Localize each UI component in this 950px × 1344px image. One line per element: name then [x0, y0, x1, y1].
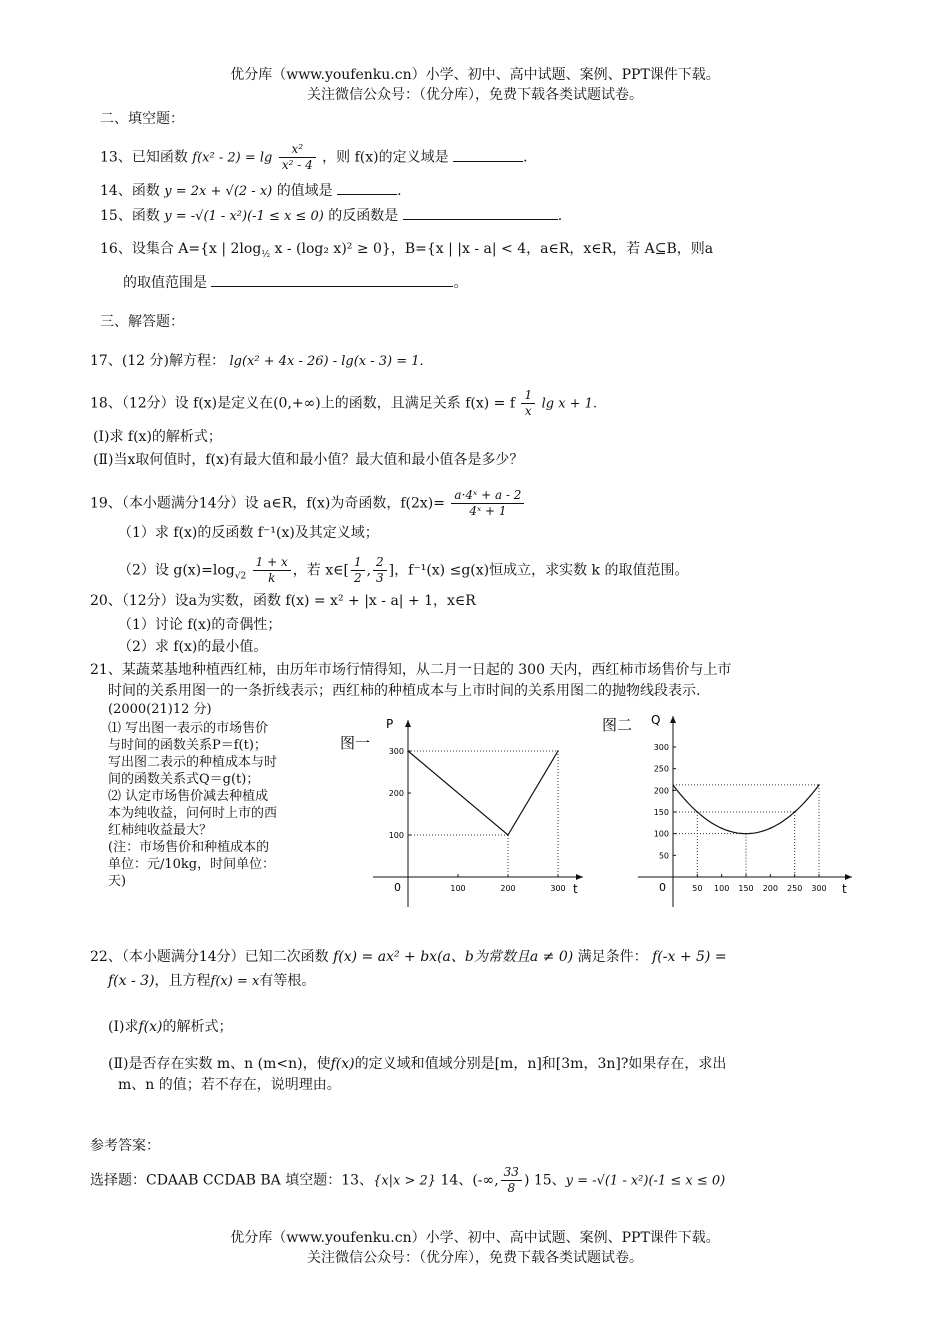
- instruction-line: (注：市场售价和种植成本的: [108, 840, 270, 855]
- q15-answer-blank[interactable]: [403, 205, 558, 220]
- answers-line: 选择题：CDAAB CCDAB BA 填空题：13、{x|x > 2} 14、(-∞, $\frac{33}{8}$ ) 15、y = -√(1 - x²)(-1 ≤ x ≤ 0): [90, 1165, 726, 1195]
- data-point: [770, 827, 772, 829]
- y-tick-label: 200: [653, 786, 669, 796]
- question-22-part-2-line-2: m、n 的值；若不存在，说明理由。: [118, 1077, 341, 1093]
- chart-title: 图一: [340, 734, 371, 752]
- q16-answer-blank[interactable]: [211, 272, 453, 287]
- y-tick-label: 100: [653, 829, 669, 839]
- q19-log-fraction: $\frac{1 + x}{k}$: [253, 555, 291, 586]
- q18-fraction: $\frac{1}{x}$: [521, 388, 535, 419]
- chart-figure-1: [338, 712, 590, 916]
- data-point: [794, 811, 796, 813]
- y-axis-label: Q: [651, 713, 661, 727]
- question-16-line-2: 的取值范围是 。: [123, 272, 467, 292]
- y-axis-arrow: [670, 716, 676, 723]
- instruction-line: ⑴ 写出图一表示的市场售价: [108, 721, 269, 736]
- y-tick-label: 200: [388, 789, 404, 798]
- series-line: [408, 751, 558, 835]
- instruction-line: ⑵ 认定市场售价减去种植成: [108, 789, 269, 804]
- question-22-part-1: (Ⅰ)求f(x)的解析式；: [108, 1019, 233, 1035]
- instruction-line: 天): [108, 874, 127, 889]
- data-point: [745, 833, 747, 835]
- data-point: [818, 784, 820, 786]
- question-15: 15、函数 y = -√(1 - x²)(-1 ≤ x ≤ 0) 的反函数是 .: [100, 205, 562, 226]
- answers-title: 参考答案：: [90, 1138, 160, 1154]
- footer-line-2: 关注微信公众号：（优分库），免费下载各类试题试卷。: [307, 1250, 643, 1266]
- q13-answer-blank[interactable]: [453, 147, 523, 162]
- instruction-line: 与时间的函数关系P＝f(t)；: [108, 738, 267, 753]
- instruction-line: 红柿纯收益最大？: [108, 823, 213, 838]
- q13-fraction: $\frac{\text{x²}}{\text{x² - 4}}$: [279, 142, 316, 173]
- y-tick-label: 150: [653, 808, 669, 817]
- question-21-instructions: [108, 720, 340, 890]
- y-tick-label: 50: [658, 851, 669, 861]
- series-curve: [673, 785, 819, 834]
- question-21-line-1: 21、某蔬菜基地种植西红柿，由历年市场行情得知，从二月一日起的 300 天内，西红柿市场售价与上市: [90, 662, 732, 678]
- question-16: 16、设集合 A={x | $2\log_{\frac{1}{2}}$ x - (log₂ x)² ≥ 0}，B={x | |x - a| < 4，a∈R，x∈R，若 A⊆B，则a: [100, 241, 714, 260]
- question-19-part-1: （1）求 f(x)的反函数 f⁻¹(x)及其定义域；: [118, 525, 379, 541]
- data-point: [672, 790, 674, 792]
- question-19: 19、（本小题满分14分）设 a∈R，f(x)为奇函数，f(2x)= $\frac{\text{a·4ˣ + a - 2}}{\text{4ˣ + 1}}$: [90, 488, 526, 519]
- x-tick-label: 150: [738, 884, 754, 893]
- footer-line-1: 优分库（www.youfenku.cn）小学、初中、高中试题、案例、PPT课件下载。: [230, 1230, 720, 1246]
- chart-title: 图二: [602, 716, 633, 734]
- x-tick-label: 300: [811, 884, 827, 893]
- origin-label: 0: [659, 881, 666, 894]
- origin-label: 0: [394, 881, 401, 894]
- q19-fraction: $\frac{\text{a·4ˣ + a - 2}}{\text{4ˣ + 1}}$: [451, 488, 524, 519]
- y-axis-arrow: [405, 720, 411, 727]
- data-point: [507, 834, 509, 836]
- x-tick-label: 250: [787, 884, 803, 893]
- question-18-part-2: (Ⅱ)当x取何值时，f(x)有最大值和最小值？最大值和最小值各是多少？: [93, 452, 524, 468]
- question-17: 17、(12 分)解方程： lg(x² + 4x - 26) - lg(x - 3) = 1.: [90, 353, 424, 369]
- question-21-source: (2000(21)12 分): [108, 702, 212, 717]
- question-22-part-2: (Ⅱ)是否存在实数 m、n (m<n)，使f(x)的定义域和值域分别是[m，n]和[3m，3n]?如果存在，求出: [108, 1056, 727, 1072]
- x-tick-label: 300: [550, 884, 566, 893]
- x-tick-label: 200: [500, 884, 516, 893]
- a14-fraction: $\frac{33}{8}$: [501, 1165, 522, 1196]
- x-axis-label: t: [842, 882, 847, 896]
- instruction-line: 本为纯收益，问何时上市的西: [108, 806, 278, 821]
- question-20-part-1: （1）讨论 f(x)的奇偶性；: [118, 617, 282, 633]
- question-13: 13、已知函数 f(x² - 2) = lg $\frac{\text{x²}}{\text{x² - 4}}$ ，则 f(x)的定义域是 .: [100, 142, 528, 172]
- question-20-part-2: （2）求 f(x)的最小值。: [118, 639, 268, 655]
- chart-figure-2: [600, 712, 858, 916]
- x-axis-label: t: [573, 882, 578, 896]
- x-tick-label: 50: [692, 884, 703, 893]
- y-tick-label: 300: [388, 747, 404, 756]
- x-tick-label: 100: [450, 884, 466, 893]
- question-22: 22、（本小题满分14分）已知二次函数 f(x) = ax² + bx(a、b为常数且a ≠ 0) 满足条件： f(-x + 5) =: [90, 949, 727, 965]
- y-tick-label: 300: [653, 743, 669, 752]
- question-22-line-2: f(x - 3)，且方程f(x) = x有等根。: [108, 973, 316, 989]
- x-tick-label: 200: [762, 884, 778, 893]
- instruction-line: 写出图二表示的种植成本与时: [108, 755, 278, 770]
- solve-section-title: 三、解答题：: [100, 314, 184, 330]
- question-21-line-2: 时间的关系用图一的一条折线表示；西红柿的种植成本与上市时间的关系用图二的抛物线段表示.: [108, 683, 701, 699]
- y-axis-label: P: [386, 717, 394, 731]
- data-point: [721, 827, 723, 829]
- question-19-part-2: （2）设 $g(x)=\log_{√2}$ $\frac{1 + x}{k}$ ，若 x∈[ $\frac{1}{2}$ , $\frac{2}{3}$ ]，f⁻¹(x) ≤g(x)恒成立，求实数 k 的取值范围。: [118, 555, 689, 585]
- x-axis-arrow: [576, 874, 583, 880]
- x-axis-arrow: [845, 874, 852, 880]
- y-tick-label: 250: [653, 764, 669, 774]
- data-point: [697, 811, 699, 813]
- instruction-line: 间的函数关系式Q＝g(t)；: [108, 772, 260, 787]
- question-18-part-1: (Ⅰ)求 f(x)的解析式；: [93, 429, 222, 445]
- y-tick-label: 100: [388, 831, 404, 840]
- data-point: [407, 750, 409, 752]
- question-18: 18、（12分）设 f(x)是定义在(0,+∞)上的函数，且满足关系 f(x) = f $\frac{1}{x}$ lg x + 1.: [90, 388, 598, 418]
- x-tick-label: 100: [714, 884, 730, 893]
- fill-section-title: 二、填空题：: [100, 111, 184, 127]
- instruction-line: 单位：元/10kg，时间单位：: [108, 857, 276, 872]
- question-14: 14、函数 y = 2x + √(2 - x) 的值域是 .: [100, 180, 402, 201]
- header-line-1: 优分库（www.youfenku.cn）小学、初中、高中试题、案例、PPT课件下载。: [230, 67, 720, 83]
- header-line-2: 关注微信公众号：（优分库），免费下载各类试题试卷。: [307, 87, 643, 103]
- data-point: [557, 750, 559, 752]
- question-20: 20、（12分）设a为实数，函数 f(x) = x² + |x - a| + 1，x∈R: [90, 593, 476, 609]
- q14-answer-blank[interactable]: [337, 180, 397, 195]
